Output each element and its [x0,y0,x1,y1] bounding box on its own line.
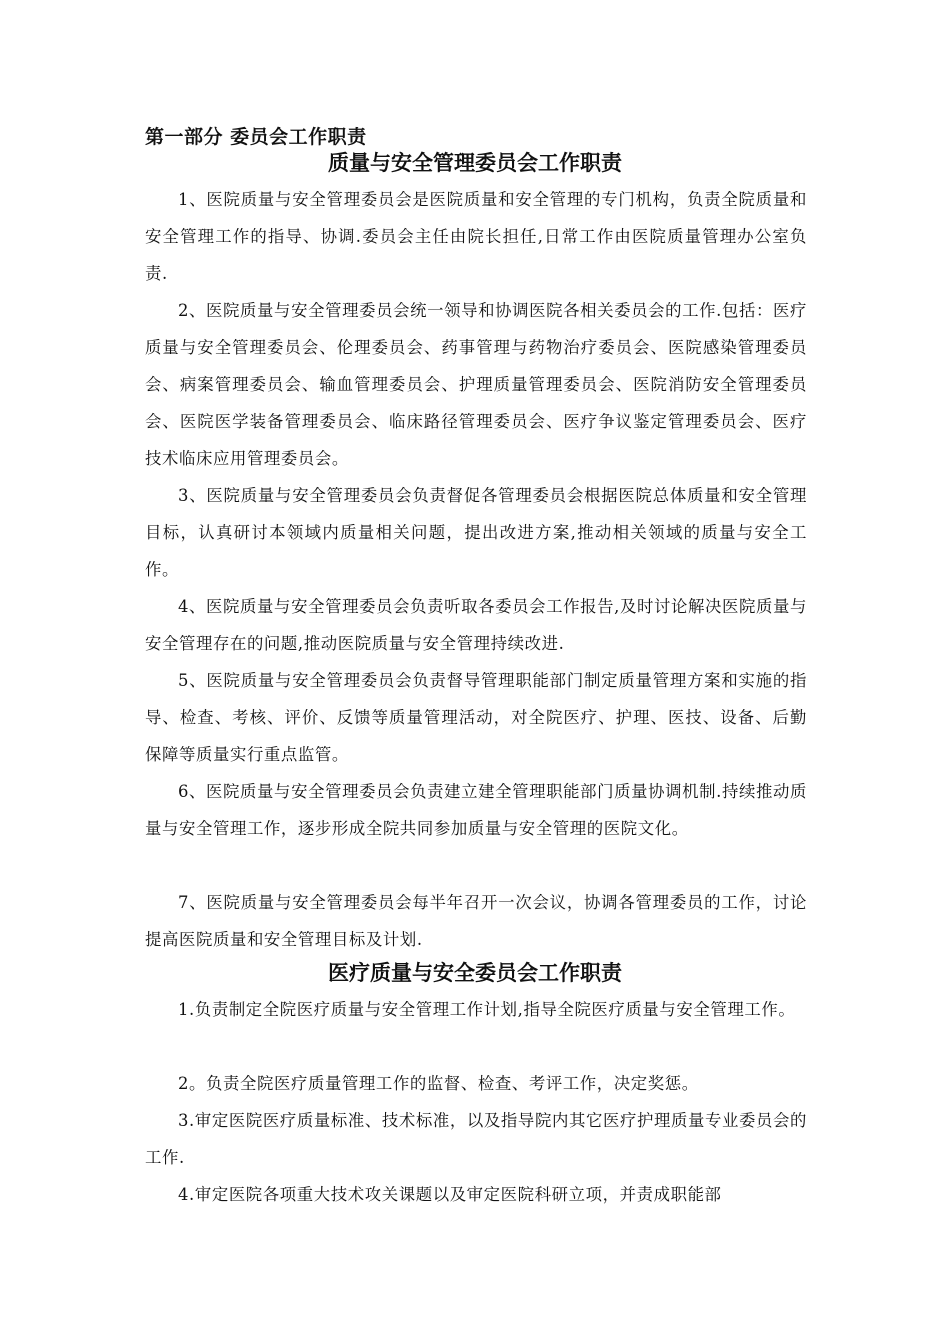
paragraph: 5、医院质量与安全管理委员会负责督导管理职能部门制定质量管理方案和实施的指导、检查、考核、评价、反馈等质量管理活动，对全院医疗、护理、医技、设备、后勤保障等质量实行重点监管。 [145,671,807,764]
paragraph: 3.审定医院医疗质量标准、技术标准，以及指导院内其它医疗护理质量专业委员会的工作. [145,1111,807,1167]
paragraph: 4.审定医院各项重大技术攻关课题以及审定医院科研立项，并责成职能部 [178,1185,722,1204]
paragraph: 6、医院质量与安全管理委员会负责建立建全管理职能部门质量协调机制.持续推动质量与安全管理工作，逐步形成全院共同参加质量与安全管理的医院文化。 [145,782,807,838]
paragraph: 4、医院质量与安全管理委员会负责听取各委员会工作报告,及时讨论解决医院质量与安全管理存在的问题,推动医院质量与安全管理持续改进. [145,597,807,653]
paragraph: 1.负责制定全院医疗质量与安全管理工作计划,指导全院医疗质量与安全管理工作。 [178,1000,796,1019]
section-title-quality-safety-committee: 质量与安全管理委员会工作职责 [328,151,622,175]
paragraph: 7、医院质量与安全管理委员会每半年召开一次会议，协调各管理委员的工作，讨论提高医院质量和安全管理目标及计划. [145,893,807,949]
paragraph: 3、医院质量与安全管理委员会负责督促各管理委员会根据医院总体质量和安全管理目标，认真研讨本领域内质量相关问题，提出改进方案,推动相关领域的质量与安全工作。 [145,486,807,579]
paragraph: 2、医院质量与安全管理委员会统一领导和协调医院各相关委员会的工作.包括：医疗质量与安全管理委员会、伦理委员会、药事管理与药物治疗委员会、医院感染管理委员会、病案管理委员会、输血管理委员会、护理质量管理委员会、医院消防安全管理委员会、医院医学装备管理委员会、临床路径管理委员会、医疗争议鉴定管理委员会、医疗技术临床应用管理委员会。 [145,301,807,468]
paragraph: 2。负责全院医疗质量管理工作的监督、检查、考评工作，决定奖惩。 [178,1074,699,1093]
section-title-medical-quality-committee: 医疗质量与安全委员会工作职责 [328,961,622,985]
part-title: 第一部分 委员会工作职责 [145,126,367,148]
paragraph: 1、医院质量与安全管理委员会是医院质量和安全管理的专门机构，负责全院质量和安全管理工作的指导、协调.委员会主任由院长担任,日常工作由医院质量管理办公室负责. [145,190,807,283]
